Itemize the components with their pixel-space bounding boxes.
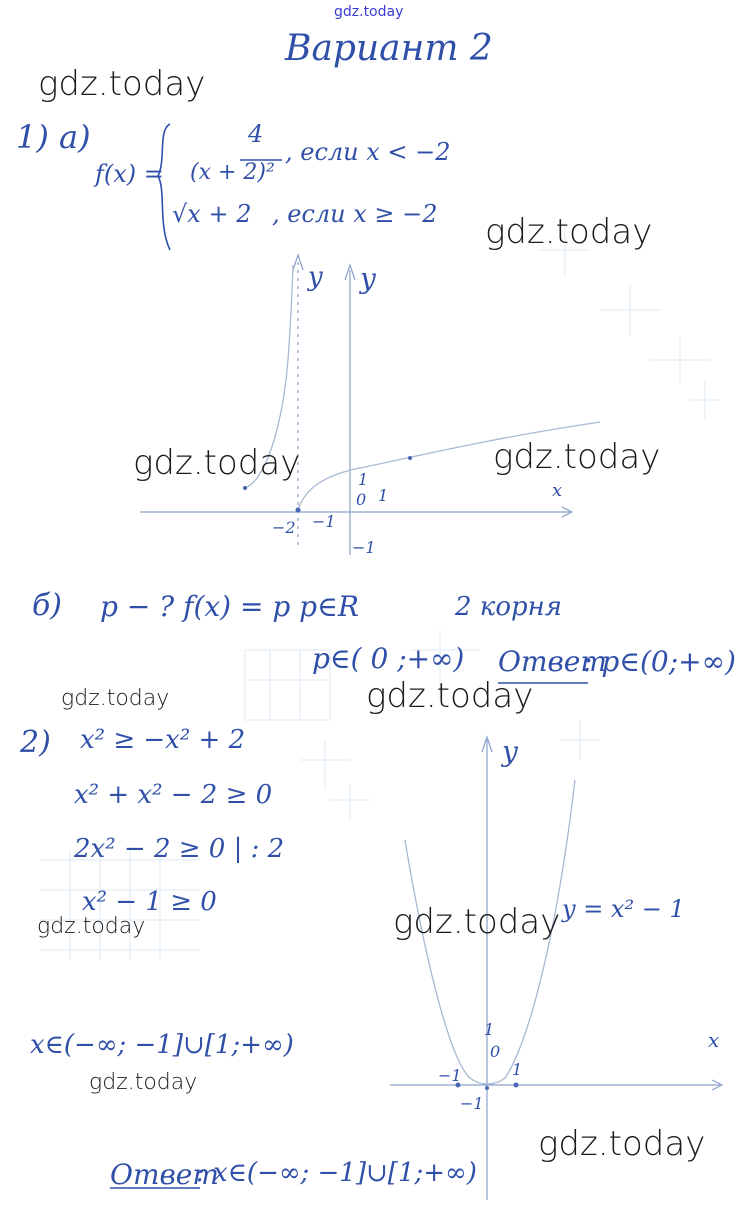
task1-case1-denominator: (x + 2)² [190,160,275,185]
graph1-tick-1-y: 1 [358,470,369,489]
graph2-curve-label: y = x² − 1 [562,895,685,923]
watermark: gdz.today [38,64,206,104]
task1-case1-numerator: 4 [248,120,264,148]
task2-answer-value: : x∈(−∞; −1]∪[1;+∞) [196,1158,477,1188]
task2-line1: x² ≥ −x² + 2 [80,725,246,755]
task2-line3: 2x² − 2 ≥ 0 | : 2 [74,834,285,864]
watermark-top: gdz.today [334,4,404,20]
graph1-tick-neg2: −2 [272,518,296,537]
graph1-tick-1-x: 1 [378,486,389,505]
task1-label: 1) а) [16,118,91,156]
graph2-y-label: y [502,735,518,768]
graph2-tick-neg1-y: −1 [460,1094,484,1113]
watermark: gdz.today [133,443,301,483]
graph1-axes [140,255,572,555]
graph1-asymptote-label: y [308,262,323,292]
task1-case2-condition: , если x ≥ −2 [272,200,438,228]
watermark: gdz.today [366,676,534,716]
graph1-y-label: y [360,262,376,295]
graph2-tick-neg1-x: −1 [438,1066,462,1085]
watermark: gdz.today [89,1070,198,1095]
graph1-tick-neg1-y: −1 [352,538,376,557]
watermark: gdz.today [493,437,661,477]
task2-line2: x² + x² − 2 ≥ 0 [74,780,273,810]
task1-case2-expression: √x + 2 [172,200,252,228]
graph2-tick-1-y: 1 [484,1020,495,1039]
graph2-x-label: x [708,1028,720,1052]
task1-answer-label: Ответ [498,645,607,678]
task2-result: x∈(−∞; −1]∪[1;+∞) [30,1030,294,1060]
task2-label: 2) [20,725,51,760]
task1b-question: p − ? f(x) = p p∈R [100,590,359,623]
graph1-origin: 0 [356,490,367,509]
graph2-origin: 0 [490,1042,501,1061]
watermark: gdz.today [538,1124,706,1164]
watermark: gdz.today [393,902,561,942]
graph1-x-label: x [552,480,563,501]
watermark: gdz.today [485,212,653,252]
task1b-roots-count: 2 корня [455,592,562,622]
task1-case1-condition: , если x < −2 [285,138,451,166]
graph1-tick-neg1-x: −1 [312,512,336,531]
task2-line4: x² − 1 ≥ 0 [82,887,217,917]
graph2-tick-1-x: 1 [512,1060,523,1079]
task1-func-name: f(x) = [95,160,164,188]
task1b-set: p∈( 0 ;+∞) [312,642,465,675]
watermark: gdz.today [37,914,146,939]
page-title: Вариант 2 [285,28,493,69]
task2-answer-label: Ответ [110,1158,219,1191]
task1b-label: б) [32,588,63,623]
task1-answer-value: : p∈(0;+∞) [583,645,736,678]
watermark: gdz.today [61,686,170,711]
